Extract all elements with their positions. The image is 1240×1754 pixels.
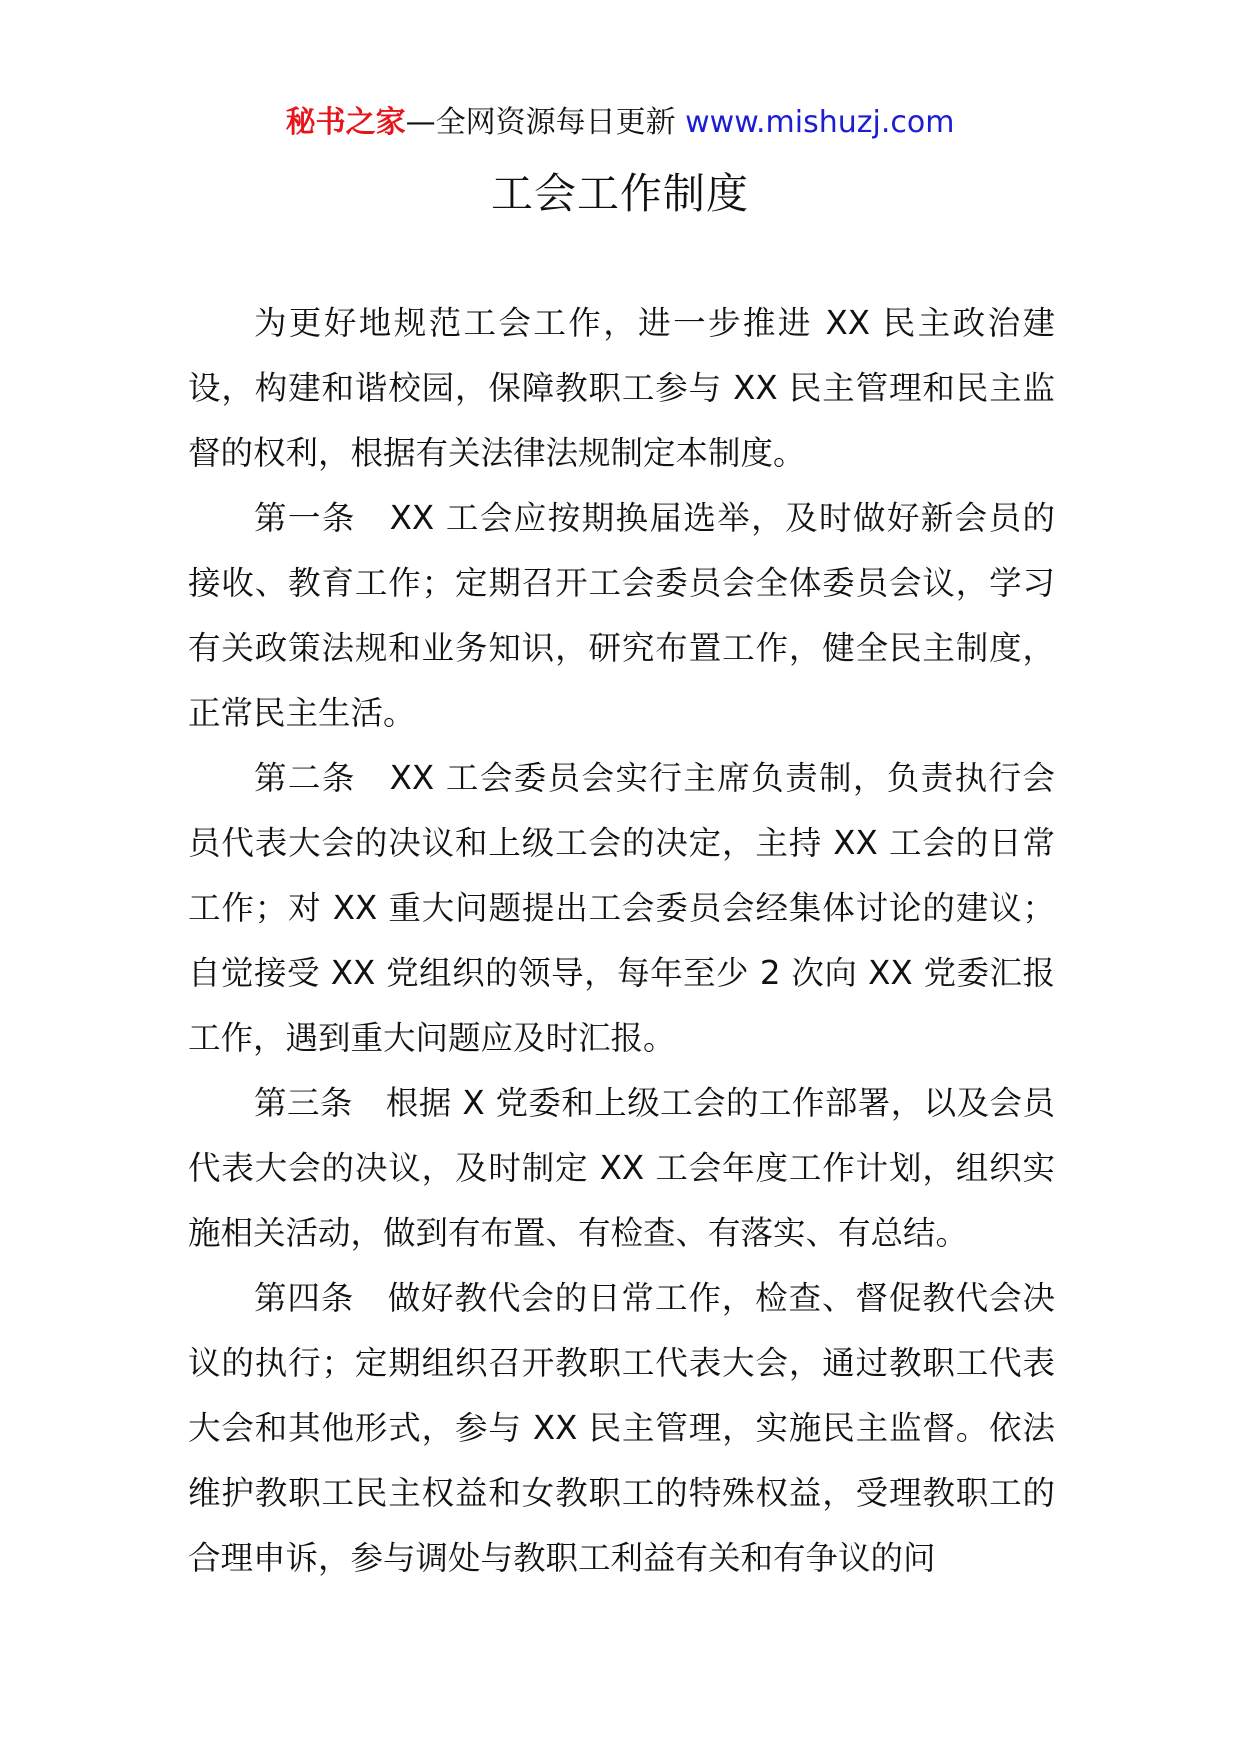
site-header [0,101,1240,145]
article-2-paragraph: 第二条 XX 工会委员会实行主席负责制，负责执行会员代表大会的决议和上级工会的决定，主持 XX 工会的日常工作；对 XX 重大问题提出工会委员会经集体讨论的建议；自觉接受 XX 党组织的领导，每年至少 2 次向 XX 党委汇报工作，遇到重大问题应及时汇报。 [188,759,1055,1057]
article-3-paragraph: 第三条 根据 X 党委和上级工会的工作部署，以及会员代表大会的决议，及时制定 XX 工会年度工作计划，组织实施相关活动，做到有布置、有检查、有落实、有总结。 [188,1084,1055,1252]
article-4-paragraph: 第四条 做好教代会的日常工作，检查、督促教代会决议的执行；定期组织召开教职工代表大会，通过教职工代表大会和其他形式，参与 XX 民主管理，实施民主监督。依法维护教职工民主权益和女教职工的特殊权益，受理教职工的合理申诉，参与调处与教职工利益有关和有争议的问 [188,1279,1055,1577]
site-tagline: —全网资源每日更新 [405,105,676,140]
article-1-paragraph: 第一条 XX 工会应按期换届选举，及时做好新会员的接收、教育工作；定期召开工会委员会全体委员会议，学习有关政策法规和业务知识，研究布置工作，健全民主制度，正常民主生活。 [188,499,1055,732]
brand-name: 秘书之家 [285,105,406,140]
document-body [188,291,1055,1591]
document-title: 工会工作制度 [490,169,749,218]
site-url-link[interactable]: www.mishuzj.com [685,105,955,140]
intro-paragraph: 为更好地规范工会工作，进一步推进 XX 民主政治建设，构建和谐校园，保障教职工参与 XX 民主管理和民主监督的权利，根据有关法律法规制定本制度。 [188,304,1055,472]
